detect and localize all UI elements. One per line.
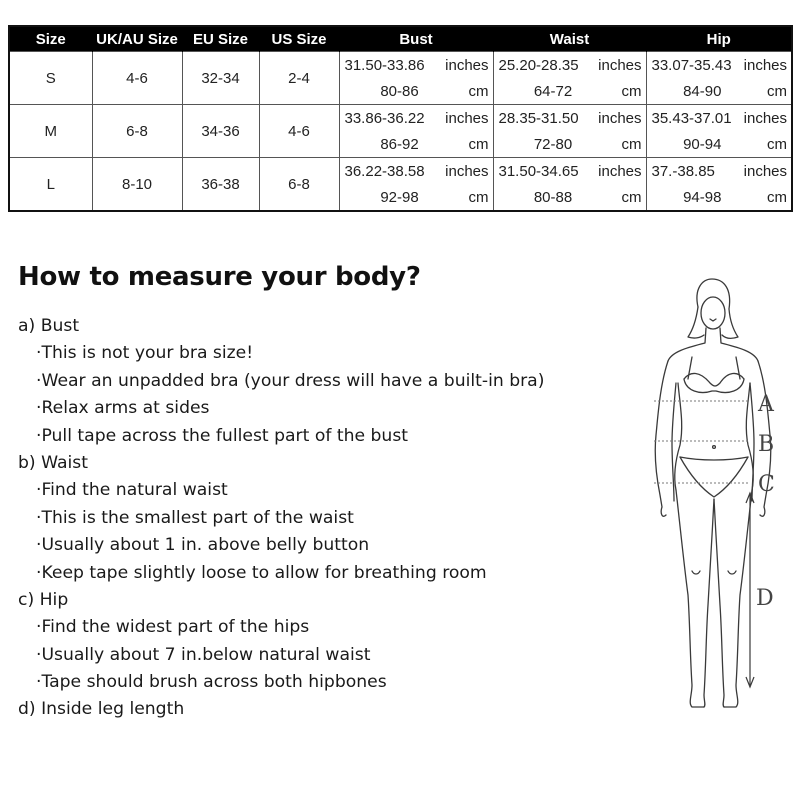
bust-cm: 86-92 (380, 135, 419, 153)
bust-inches: 33.86-36.22 (344, 109, 425, 127)
size-cell: S (9, 52, 92, 105)
measure-guide (18, 313, 544, 724)
header-size: Size (9, 26, 92, 52)
waist-cell (493, 52, 646, 105)
waist-cm: 72-80 (533, 135, 573, 153)
waist-cm: 80-88 (533, 188, 573, 206)
waist-inches: 31.50-34.65 (498, 162, 579, 180)
hip-cm-unit: cm (767, 188, 787, 206)
section-heading-inside-leg: d) Inside leg length (18, 699, 185, 720)
uk-au-cell: 6-8 (92, 105, 182, 158)
label-d: D (756, 586, 774, 611)
body-measurement-figure (640, 275, 800, 725)
hip-inches-unit: inches (743, 56, 787, 74)
eu-cell: 34-36 (182, 105, 259, 158)
waist-cm-unit: cm (621, 188, 642, 206)
waist-cell (493, 158, 646, 212)
label-c: C (758, 472, 775, 497)
guide-item: ·Usually about 1 in. above belly button (36, 535, 370, 556)
hip-inches-unit: inches (743, 109, 787, 127)
waist-cm-unit: cm (621, 82, 642, 100)
guide-item: ·Tape should brush across both hipbones (36, 672, 387, 693)
header-uk-au-size: UK/AU Size (92, 26, 182, 52)
waist-inches-unit: inches (598, 56, 642, 74)
hip-cell (646, 52, 792, 105)
hip-cell (646, 105, 792, 158)
us-cell: 6-8 (259, 158, 339, 212)
waist-cell (493, 105, 646, 158)
size-cell: L (9, 158, 92, 212)
header-bust: Bust (339, 26, 493, 52)
bust-cell (339, 105, 493, 158)
table-row (9, 52, 792, 105)
header-eu-size: EU Size (182, 26, 259, 52)
hip-inches: 33.07-35.43 (651, 56, 732, 74)
waist-inches-unit: inches (598, 162, 642, 180)
size-table-header-row (9, 26, 792, 52)
table-row (9, 158, 792, 212)
section-heading-bust: a) Bust (18, 316, 80, 336)
bust-cm-unit: cm (468, 82, 489, 100)
size-chart-table (8, 25, 793, 212)
uk-au-cell: 8-10 (92, 158, 182, 212)
bust-cell (339, 52, 493, 105)
header-us-size: US Size (259, 26, 339, 52)
waist-inches-unit: inches (598, 109, 642, 127)
measure-guide-title: How to measure your body? (18, 262, 421, 292)
hip-cell (646, 158, 792, 212)
table-row (9, 105, 792, 158)
hip-inches: 35.43-37.01 (651, 109, 732, 127)
waist-inches: 28.35-31.50 (498, 109, 579, 127)
guide-item: ·This is the smallest part of the waist (36, 507, 354, 528)
header-hip: Hip (646, 26, 792, 52)
bust-inches-unit: inches (445, 162, 489, 180)
bust-cm-unit: cm (468, 188, 489, 206)
hip-cm-unit: cm (767, 135, 787, 153)
size-cell: M (9, 105, 92, 158)
guide-item: ·Pull tape across the fullest part of the bust (36, 425, 409, 446)
guide-item: ·Find the widest part of the hips (36, 617, 310, 638)
bust-cm-unit: cm (468, 135, 489, 153)
bust-inches: 36.22-38.58 (344, 162, 425, 180)
label-b: B (758, 432, 775, 457)
guide-item: ·This is not your bra size! (36, 343, 254, 364)
us-cell: 4-6 (259, 105, 339, 158)
bust-cm: 92-98 (380, 188, 419, 206)
uk-au-cell: 4-6 (92, 52, 182, 105)
guide-item: ·Relax arms at sides (36, 398, 210, 419)
hip-cm: 90-94 (683, 135, 722, 153)
hip-cm: 84-90 (683, 82, 722, 100)
bust-cm: 80-86 (380, 82, 419, 100)
bust-inches-unit: inches (445, 109, 489, 127)
waist-cm: 64-72 (533, 82, 573, 100)
bust-inches-unit: inches (445, 56, 489, 74)
hip-inches: 37.-38.85 (651, 162, 715, 180)
hip-cm: 94-98 (683, 188, 722, 206)
hip-inches-unit: inches (743, 162, 787, 180)
bust-cell (339, 158, 493, 212)
guide-item: ·Keep tape slightly loose to allow for breathing room (36, 562, 487, 583)
waist-cm-unit: cm (621, 135, 642, 153)
section-heading-hip: c) Hip (18, 589, 69, 610)
header-waist: Waist (493, 26, 646, 52)
label-a: A (758, 392, 774, 417)
section-heading-waist: b) Waist (18, 452, 88, 473)
hip-cm-unit: cm (767, 82, 787, 100)
guide-item: ·Find the natural waist (36, 480, 228, 501)
eu-cell: 32-34 (182, 52, 259, 105)
us-cell: 2-4 (259, 52, 339, 105)
bust-inches: 31.50-33.86 (344, 56, 425, 74)
guide-item: ·Wear an unpadded bra (your dress will have a built-in bra) (36, 370, 545, 391)
guide-item: ·Usually about 7 in.below natural waist (36, 644, 371, 665)
waist-inches: 25.20-28.35 (498, 56, 579, 74)
eu-cell: 36-38 (182, 158, 259, 212)
